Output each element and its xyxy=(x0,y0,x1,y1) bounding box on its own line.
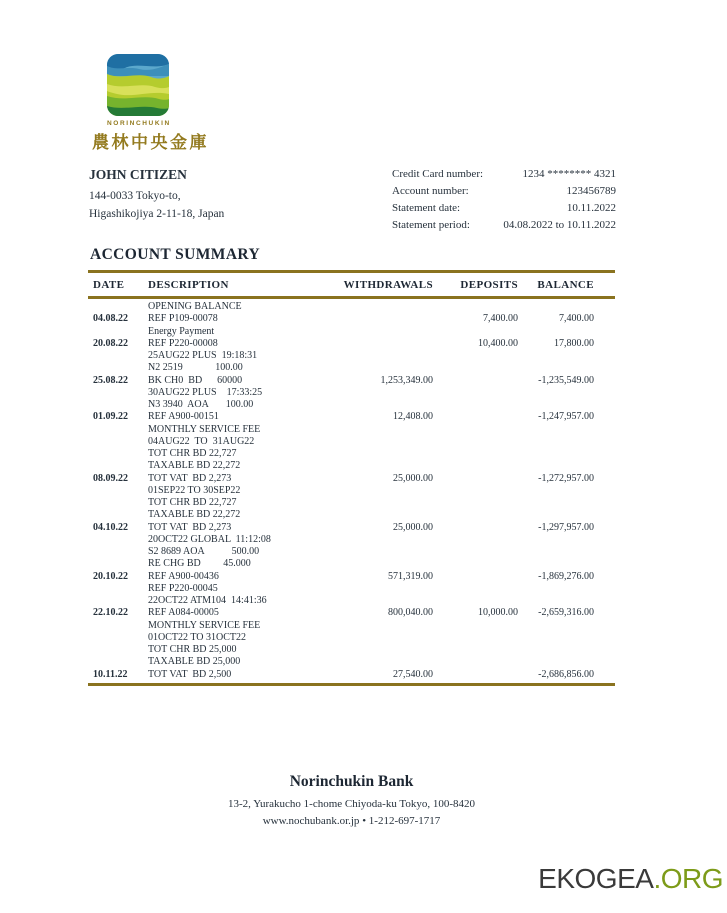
table-bottom-rule xyxy=(88,683,615,686)
statement-info-row xyxy=(392,183,616,200)
bank-logo xyxy=(107,54,169,127)
description-cell: TAXABLE BD 22,272 xyxy=(148,509,241,521)
watermark-name: EKOGEA xyxy=(538,863,654,894)
date-cell xyxy=(88,534,148,546)
table-row xyxy=(88,656,615,668)
withdrawals-cell xyxy=(343,583,443,595)
table-row xyxy=(88,473,615,485)
balance-cell xyxy=(533,620,615,632)
withdrawals-cell xyxy=(343,595,443,607)
deposits-cell xyxy=(443,669,533,681)
date-cell: 25.08.22 xyxy=(93,374,128,386)
norinchukin-landscape-logo-icon xyxy=(107,54,169,116)
balance-cell xyxy=(533,362,615,374)
table-row xyxy=(88,509,615,521)
date-cell xyxy=(88,656,148,668)
statement-info-label: Statement date: xyxy=(392,202,461,214)
balance-cell xyxy=(533,485,615,497)
withdrawals-cell xyxy=(343,460,443,472)
withdrawals-cell xyxy=(343,301,443,313)
balance-cell: -1,272,957.00 xyxy=(538,472,594,484)
bullet-separator-icon: • xyxy=(362,815,367,827)
withdrawals-cell: 800,040.00 xyxy=(388,607,433,619)
customer-block xyxy=(89,167,224,223)
statement-info-value: 123456789 xyxy=(566,185,616,197)
withdrawals-cell: 12,408.00 xyxy=(393,411,433,423)
date-cell xyxy=(88,595,148,607)
balance-cell xyxy=(533,509,615,521)
table-row xyxy=(88,595,615,607)
withdrawals-cell xyxy=(343,338,443,350)
table-row xyxy=(88,301,615,313)
withdrawals-cell xyxy=(343,436,443,448)
description-cell: REF A084-00005 xyxy=(148,607,219,619)
table-row xyxy=(88,375,615,387)
date-cell: 20.08.22 xyxy=(93,337,128,349)
footer-phone: 1-212-697-1717 xyxy=(368,815,441,827)
date-cell xyxy=(88,644,148,656)
balance-cell: -1,297,957.00 xyxy=(538,521,594,533)
withdrawals-cell: 25,000.00 xyxy=(393,521,433,533)
date-cell xyxy=(88,558,148,570)
deposits-cell xyxy=(443,644,533,656)
description-cell: TAXABLE BD 25,000 xyxy=(148,656,241,668)
date-cell: 08.09.22 xyxy=(93,472,128,484)
deposits-cell: 10,400.00 xyxy=(478,337,518,349)
column-header-description: DESCRIPTION xyxy=(148,278,229,291)
date-cell xyxy=(88,632,148,644)
description-cell: TOT VAT BD 2,500 xyxy=(148,668,232,680)
description-cell: OPENING BALANCE xyxy=(148,301,242,312)
footer-block xyxy=(88,773,615,827)
column-header-withdrawals: WITHDRAWALS xyxy=(343,278,433,291)
balance-cell xyxy=(533,632,615,644)
balance-cell xyxy=(533,448,615,460)
balance-cell xyxy=(533,595,615,607)
deposits-cell xyxy=(443,448,533,460)
table-row xyxy=(88,571,615,583)
date-cell xyxy=(88,497,148,509)
withdrawals-cell xyxy=(343,399,443,411)
deposits-cell xyxy=(443,546,533,558)
table-row xyxy=(88,669,615,681)
description-cell: N3 3940 AOA 100.00 xyxy=(148,399,254,410)
date-cell: 04.08.22 xyxy=(93,313,128,325)
statement-info-block xyxy=(392,166,616,234)
withdrawals-cell: 25,000.00 xyxy=(393,472,433,484)
description-cell: 01SEP22 TO 30SEP22 xyxy=(148,484,241,496)
column-header-balance: BALANCE xyxy=(537,278,594,291)
balance-cell xyxy=(533,387,615,399)
table-row xyxy=(88,546,615,558)
deposits-cell xyxy=(443,632,533,644)
table-row xyxy=(88,558,615,570)
date-cell: 20.10.22 xyxy=(93,570,128,582)
date-cell xyxy=(88,362,148,374)
date-cell xyxy=(88,436,148,448)
withdrawals-cell xyxy=(343,448,443,460)
date-cell xyxy=(88,460,148,472)
table-row xyxy=(88,350,615,362)
description-cell: 30AUG22 PLUS 17:33:25 xyxy=(148,386,263,398)
balance-cell xyxy=(533,350,615,362)
table-row xyxy=(88,338,615,350)
description-cell: 25AUG22 PLUS 19:18:31 xyxy=(148,350,258,361)
brand-wordmark: NORINCHUKIN xyxy=(107,120,171,127)
page-title: ACCOUNT SUMMARY xyxy=(90,246,261,263)
table-row xyxy=(88,632,615,644)
table-row xyxy=(88,620,615,632)
description-cell: S2 8689 AOA 500.00 xyxy=(148,546,260,557)
date-cell: 10.11.22 xyxy=(93,668,128,680)
description-cell: TOT CHR BD 22,727 xyxy=(148,497,237,508)
balance-cell xyxy=(533,534,615,546)
footer-contact xyxy=(88,815,615,827)
balance-cell: -2,686,856.00 xyxy=(538,668,594,680)
deposits-cell xyxy=(443,350,533,362)
balance-cell xyxy=(533,497,615,509)
balance-cell xyxy=(533,424,615,436)
table-row xyxy=(88,326,615,338)
account-summary-table xyxy=(88,270,615,686)
withdrawals-cell xyxy=(343,424,443,436)
description-cell: 04AUG22 TO 31AUG22 xyxy=(148,435,255,447)
column-header-date: DATE xyxy=(93,278,125,291)
description-cell: RE CHG BD 45.000 xyxy=(148,558,251,570)
balance-cell xyxy=(533,399,615,411)
date-cell xyxy=(88,350,148,362)
deposits-cell: 7,400.00 xyxy=(483,313,518,325)
description-cell: REF P220-00008 xyxy=(148,337,218,349)
description-cell: MONTHLY SERVICE FEE xyxy=(148,619,261,631)
statement-info-value: 1234 ******** 4321 xyxy=(522,168,616,180)
withdrawals-cell: 571,319.00 xyxy=(388,570,433,582)
deposits-cell xyxy=(443,583,533,595)
table-row xyxy=(88,460,615,472)
table-row xyxy=(88,411,615,423)
balance-cell xyxy=(533,436,615,448)
deposits-cell xyxy=(443,424,533,436)
date-cell xyxy=(88,387,148,399)
balance-cell xyxy=(533,546,615,558)
statement-info-label: Statement period: xyxy=(392,219,470,231)
description-cell: TOT CHR BD 22,727 xyxy=(148,448,237,459)
balance-cell: 7,400.00 xyxy=(559,313,594,325)
table-body xyxy=(88,299,615,681)
balance-cell xyxy=(533,326,615,338)
withdrawals-cell: 1,253,349.00 xyxy=(380,374,433,386)
date-cell xyxy=(88,448,148,460)
date-cell xyxy=(88,583,148,595)
description-cell: REF A900-00436 xyxy=(148,570,219,582)
date-cell xyxy=(88,399,148,411)
table-row xyxy=(88,362,615,374)
deposits-cell xyxy=(443,522,533,534)
balance-cell xyxy=(533,583,615,595)
table-row xyxy=(88,583,615,595)
description-cell: Energy Payment xyxy=(148,325,215,337)
deposits-cell xyxy=(443,620,533,632)
table-row xyxy=(88,387,615,399)
withdrawals-cell xyxy=(343,632,443,644)
date-cell xyxy=(88,424,148,436)
description-cell: MONTHLY SERVICE FEE xyxy=(148,423,261,435)
table-row xyxy=(88,522,615,534)
deposits-cell xyxy=(443,509,533,521)
description-cell: 22OCT22 ATM104 14:41:36 xyxy=(148,595,267,606)
description-cell: TOT VAT BD 2,273 xyxy=(148,472,232,484)
withdrawals-cell xyxy=(343,497,443,509)
date-cell: 01.09.22 xyxy=(93,411,128,423)
date-cell: 04.10.22 xyxy=(93,521,128,533)
description-cell: N2 2519 100.00 xyxy=(148,362,243,374)
withdrawals-cell xyxy=(343,313,443,325)
watermark-tld: .ORG xyxy=(653,863,723,894)
customer-name: JOHN CITIZEN xyxy=(89,167,187,182)
description-cell: 20OCT22 GLOBAL 11:12:08 xyxy=(148,533,271,545)
deposits-cell xyxy=(443,595,533,607)
table-row xyxy=(88,497,615,509)
statement-info-row xyxy=(392,200,616,217)
deposits-cell: 10,000.00 xyxy=(478,607,518,619)
table-row xyxy=(88,313,615,325)
deposits-cell xyxy=(443,534,533,546)
deposits-cell xyxy=(443,301,533,313)
table-header-row xyxy=(88,273,615,296)
withdrawals-cell xyxy=(343,534,443,546)
balance-cell xyxy=(533,644,615,656)
footer-bank-name: Norinchukin Bank xyxy=(289,773,414,790)
deposits-cell xyxy=(443,460,533,472)
date-cell xyxy=(88,620,148,632)
table-row xyxy=(88,607,615,619)
deposits-cell xyxy=(443,497,533,509)
table-row xyxy=(88,485,615,497)
withdrawals-cell xyxy=(343,350,443,362)
description-cell: REF A900-00151 xyxy=(148,411,219,423)
deposits-cell xyxy=(443,375,533,387)
statement-info-value: 04.08.2022 to 10.11.2022 xyxy=(503,219,616,231)
footer-website: www.nochubank.or.jp xyxy=(262,815,360,827)
deposits-cell xyxy=(443,362,533,374)
statement-info-row xyxy=(392,217,616,234)
table-row xyxy=(88,424,615,436)
table-row xyxy=(88,448,615,460)
table-row xyxy=(88,644,615,656)
deposits-cell xyxy=(443,558,533,570)
deposits-cell xyxy=(443,656,533,668)
deposits-cell xyxy=(443,571,533,583)
date-cell: 22.10.22 xyxy=(93,607,128,619)
deposits-cell xyxy=(443,436,533,448)
balance-cell xyxy=(533,656,615,668)
date-cell xyxy=(88,509,148,521)
description-cell: TAXABLE BD 22,272 xyxy=(148,460,241,472)
ekogea-watermark xyxy=(538,863,723,895)
table-row xyxy=(88,399,615,411)
balance-cell: -1,235,549.00 xyxy=(538,374,594,386)
deposits-cell xyxy=(443,411,533,423)
description-cell: BK CH0 BD 60000 xyxy=(148,374,243,386)
withdrawals-cell xyxy=(343,644,443,656)
description-cell: 01OCT22 TO 31OCT22 xyxy=(148,631,246,643)
date-cell xyxy=(88,301,148,313)
deposits-cell xyxy=(443,473,533,485)
balance-cell: -1,247,957.00 xyxy=(538,411,594,423)
withdrawals-cell xyxy=(343,362,443,374)
withdrawals-cell xyxy=(343,546,443,558)
withdrawals-cell xyxy=(343,620,443,632)
description-cell: TOT CHR BD 25,000 xyxy=(148,644,237,655)
withdrawals-cell xyxy=(343,387,443,399)
withdrawals-cell xyxy=(343,509,443,521)
table-row xyxy=(88,534,615,546)
deposits-cell xyxy=(443,387,533,399)
balance-cell: -1,869,276.00 xyxy=(538,570,594,582)
withdrawals-cell xyxy=(343,326,443,338)
date-cell xyxy=(88,485,148,497)
balance-cell xyxy=(533,558,615,570)
date-cell xyxy=(88,326,148,338)
balance-cell: 17,800.00 xyxy=(554,337,594,349)
statement-info-label: Account number: xyxy=(392,185,469,197)
date-cell xyxy=(88,546,148,558)
customer-address-line2: Higashikojiya 2-11-18, Japan xyxy=(89,208,225,220)
withdrawals-cell xyxy=(343,656,443,668)
footer-address: 13-2, Yurakucho 1-chome Chiyoda-ku Tokyo, 100-8420 xyxy=(228,798,475,810)
statement-info-label: Credit Card number: xyxy=(392,168,484,180)
brand-japanese-name: 農林中央金庫 xyxy=(92,133,209,153)
balance-cell xyxy=(533,301,615,313)
description-cell: TOT VAT BD 2,273 xyxy=(148,521,232,533)
statement-info-value: 10.11.2022 xyxy=(566,202,616,214)
withdrawals-cell xyxy=(343,485,443,497)
withdrawals-cell: 27,540.00 xyxy=(393,668,433,680)
balance-cell: -2,659,316.00 xyxy=(538,607,594,619)
description-cell: REF P109-00078 xyxy=(148,313,218,325)
balance-cell xyxy=(533,460,615,472)
deposits-cell xyxy=(443,485,533,497)
description-cell: REF P220-00045 xyxy=(148,582,218,594)
statement-info-row xyxy=(392,166,616,183)
deposits-cell xyxy=(443,326,533,338)
customer-address-line1: 144-0033 Tokyo-to, xyxy=(89,190,181,202)
withdrawals-cell xyxy=(343,558,443,570)
deposits-cell xyxy=(443,399,533,411)
column-header-deposits: DEPOSITS xyxy=(460,278,518,291)
table-row xyxy=(88,436,615,448)
